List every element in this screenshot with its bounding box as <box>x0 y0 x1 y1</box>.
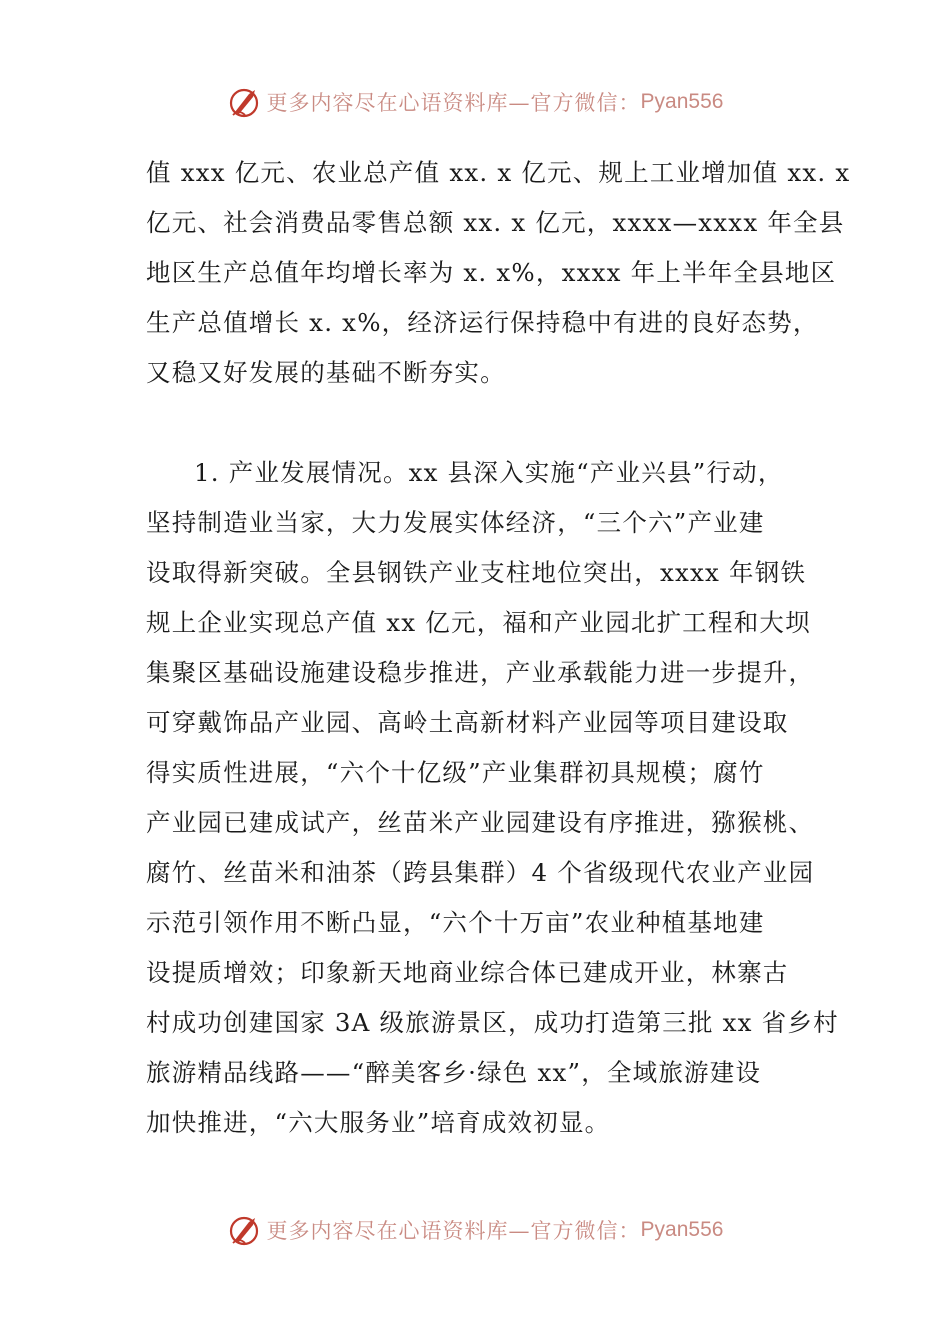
paragraph-1 <box>146 148 851 398</box>
text-line: 规上企业实现总产值 xx 亿元，福和产业园北扩工程和大坝 <box>146 608 811 637</box>
paragraph-spacer <box>146 398 806 448</box>
text-line: 可穿戴饰品产业园、高岭土高新材料产业园等项目建设取 <box>146 708 789 737</box>
text-line: 产业园已建成试产，丝苗米产业园建设有序推进，猕猴桃、 <box>146 808 815 837</box>
paragraph-2 <box>146 448 839 1148</box>
header-banner <box>0 80 950 124</box>
text-line: 亿元、社会消费品零售总额 xx. x 亿元，xxxx—xxxx 年全县 <box>146 208 845 237</box>
banner-text: 更多内容尽在心语资料库—官方微信： <box>266 1219 641 1243</box>
text-line: 设提质增效；印象新天地商业综合体已建成开业，林寨古 <box>146 958 789 987</box>
text-line: 加快推进，“六大服务业”培育成效初显。 <box>146 1108 611 1137</box>
banner-wechat-id: Pyan556 <box>640 90 724 113</box>
text-line: 得实质性进展，“六个十亿级”产业集群初具规模；腐竹 <box>146 758 765 787</box>
pen-nib-logo-icon <box>227 1212 263 1248</box>
banner-wechat-id: Pyan556 <box>640 1218 724 1241</box>
text-line: 村成功创建国家 3A 级旅游景区，成功打造第三批 xx 省乡村 <box>146 1008 839 1037</box>
footer-banner <box>0 1208 950 1252</box>
document-body <box>146 148 851 1148</box>
text-line: 生产总值增长 x. x%，经济运行保持稳中有进的良好态势， <box>146 308 819 337</box>
text-line: 又稳又好发展的基础不断夯实。 <box>146 358 506 387</box>
text-line: 地区生产总值年均增长率为 x. x%，xxxx 年上半年全县地区 <box>146 258 837 287</box>
text-line: 示范引领作用不断凸显，“六个十万亩”农业种植基地建 <box>146 908 765 937</box>
text-line: 值 xxx 亿元、农业总产值 xx. x 亿元、规上工业增加值 xx. x <box>146 158 851 187</box>
text-line: 1. 产业发展情况。xx 县深入实施“产业兴县”行动， <box>194 458 784 487</box>
banner-text: 更多内容尽在心语资料库—官方微信： <box>266 91 641 115</box>
text-line: 旅游精品线路——“醉美客乡·绿色 xx”，全域旅游建设 <box>146 1058 762 1087</box>
text-line: 集聚区基础设施建设稳步推进，产业承载能力进一步提升， <box>146 658 815 687</box>
text-line: 设取得新突破。全县钢铁产业支柱地位突出，xxxx 年钢铁 <box>146 558 807 587</box>
text-line: 坚持制造业当家，大力发展实体经济，“三个六”产业建 <box>146 508 765 537</box>
text-line: 腐竹、丝苗米和油茶（跨县集群）4 个省级现代农业产业园 <box>146 858 815 887</box>
pen-nib-logo-icon <box>227 84 263 120</box>
